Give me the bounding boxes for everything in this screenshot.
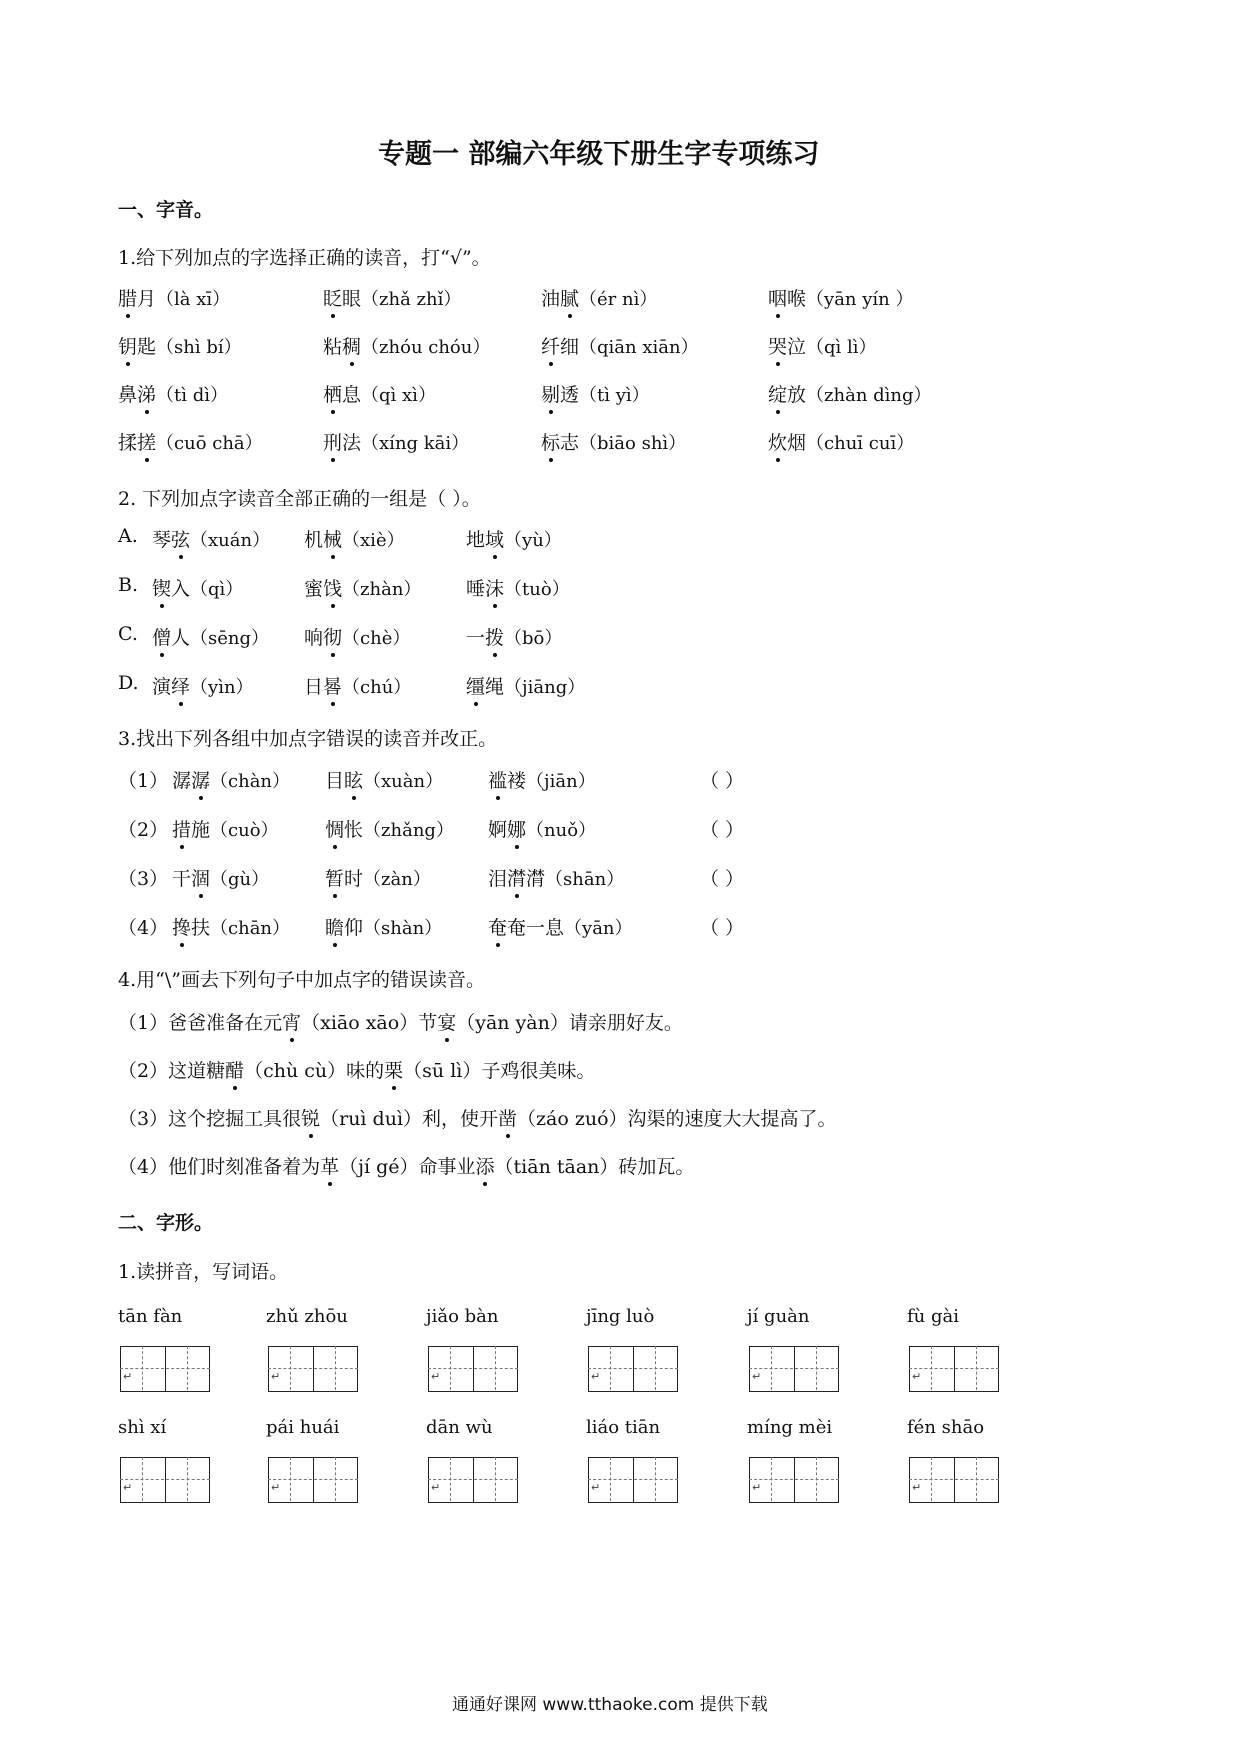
dotted-char: 绽 [768, 380, 787, 407]
dotted-char: 潸 [507, 864, 526, 891]
pinyin-options: （xuán） [190, 530, 271, 551]
word-char: 匙 [137, 336, 157, 358]
dotted-char: 凿 [498, 1104, 517, 1131]
word-char: 响 [304, 627, 324, 649]
pinyin-prompt: zhǔ zhōu [266, 1306, 348, 1327]
pinyin-options: （chú） [342, 677, 412, 698]
section2-heading: 二、字形。 [118, 1212, 214, 1234]
dotted-char: 腻 [560, 284, 579, 311]
dotted-char: 弦 [171, 525, 190, 552]
guide-line [749, 1479, 839, 1480]
dotted-char: 饯 [323, 574, 342, 601]
pinyin-options: （tì dì） [156, 385, 229, 406]
word-char: 泣 [787, 336, 807, 358]
answer-blank: （ ） [700, 868, 745, 890]
dotted-char: 械 [323, 525, 342, 552]
dotted-char: 彻 [323, 623, 342, 650]
return-mark-icon: ↵ [431, 1481, 441, 1494]
sentence-text: （2）这道糖 [118, 1060, 226, 1082]
word-char: 透 [560, 384, 580, 406]
pinyin-prompt: tān fàn [118, 1306, 183, 1327]
word-char: 琴 [152, 529, 172, 551]
pinyin-options: （là xī） [156, 289, 231, 310]
guide-line [749, 1368, 839, 1369]
dotted-char: 褴 [488, 766, 507, 793]
q4-sentence [118, 1056, 595, 1083]
q2-option-word [304, 525, 405, 552]
return-mark-icon: ↵ [912, 1370, 922, 1383]
q3-item-word [172, 815, 279, 842]
pinyin-prompt: jiǎo bàn [426, 1306, 499, 1327]
word-char: 演 [152, 676, 172, 698]
q4-sentence [118, 1008, 683, 1035]
q3-item-word [488, 913, 633, 940]
dotted-char: 涸 [191, 864, 210, 891]
word-char: 息 [342, 384, 362, 406]
writing-box[interactable] [428, 1346, 474, 1392]
pinyin-options: （xuàn） [363, 771, 444, 792]
q1-item-word [323, 284, 461, 311]
writing-box[interactable] [428, 1457, 474, 1503]
return-mark-icon: ↵ [752, 1481, 762, 1494]
word-char: 月 [137, 288, 157, 310]
guide-line [909, 1368, 999, 1369]
writing-box-pair[interactable] [588, 1346, 678, 1392]
dotted-char: 栗 [384, 1056, 403, 1083]
answer-blank: （ ） [700, 770, 745, 792]
dotted-char: 瞻 [325, 913, 344, 940]
dotted-char: 娜 [507, 815, 526, 842]
pinyin-prompt: jīng luò [586, 1306, 655, 1327]
option-letter: B. [118, 574, 139, 596]
item-number: （1） [118, 770, 169, 792]
pinyin-options: （chè） [342, 628, 411, 649]
pinyin-options: （chān） [210, 918, 291, 939]
sentence-text: （jí gé）命事业 [339, 1156, 476, 1178]
word-char: 机 [304, 529, 324, 551]
dotted-char: 沫 [485, 574, 504, 601]
q3-prompt: 3.找出下列各组中加点字错误的读音并改正。 [118, 728, 498, 750]
word-char: 一 [466, 627, 486, 649]
answer-blank: （ ） [700, 819, 745, 841]
dotted-char: 搀 [172, 913, 191, 940]
pinyin-options: （qiān xiān） [579, 337, 699, 358]
pinyin-prompt: fù gài [907, 1306, 959, 1327]
pinyin-options: （yìn） [190, 677, 254, 698]
pinyin-options: （sēng） [190, 628, 270, 649]
dotted-char: 哭 [768, 332, 787, 359]
dotted-char: 革 [320, 1152, 339, 1179]
pinyin-options: （biāo shì） [579, 433, 687, 454]
dotted-char: 栖 [323, 380, 342, 407]
pinyin-prompt: jí guàn [747, 1306, 810, 1327]
q1-item-word [118, 428, 263, 455]
word-char: 放 [787, 384, 807, 406]
writing-box-pair[interactable] [120, 1457, 210, 1503]
word-char: 仰 [344, 917, 364, 939]
q2-option-word [304, 623, 410, 650]
q1-item-word [541, 428, 686, 455]
dotted-char: 奄 [488, 913, 507, 940]
word-char: 施 [191, 819, 211, 841]
q2-option-word [466, 672, 585, 699]
dotted-char: 潺 [191, 766, 210, 793]
writing-box[interactable] [120, 1457, 166, 1503]
return-mark-icon: ↵ [123, 1481, 133, 1494]
pinyin-options: （yù） [504, 530, 562, 551]
q1-item-word [118, 284, 230, 311]
writing-box[interactable] [909, 1457, 955, 1503]
dotted-char: 拨 [485, 623, 504, 650]
dotted-char: 僧 [152, 623, 171, 650]
pinyin-options: （zhàn） [342, 579, 422, 600]
pinyin-options: （ér nì） [579, 289, 658, 310]
pinyin-options: （shàn） [363, 918, 443, 939]
writing-box[interactable] [588, 1457, 634, 1503]
dotted-char: 炊 [768, 428, 787, 455]
guide-line [909, 1479, 999, 1480]
word-char: 怅 [344, 819, 364, 841]
q4-sentence [118, 1152, 694, 1179]
dotted-char: 咽 [768, 284, 787, 311]
return-mark-icon: ↵ [591, 1481, 601, 1494]
guide-line [588, 1479, 678, 1480]
dotted-char: 宴 [437, 1008, 456, 1035]
q1-item-word [768, 284, 914, 311]
writing-box-pair[interactable] [428, 1346, 518, 1392]
item-number: （2） [118, 819, 169, 841]
q1-item-word [768, 380, 932, 407]
q3-item-word [172, 766, 290, 793]
pinyin-options: （cuò） [210, 820, 279, 841]
word-char: 眼 [342, 288, 362, 310]
pinyin-options: （chuī cuī） [806, 433, 915, 454]
page-title: 专题一 部编六年级下册生字专项练习 [378, 139, 820, 170]
sentence-text: （4）他们时刻准备着为 [118, 1156, 321, 1178]
dotted-char: 刑 [323, 428, 342, 455]
pinyin-options: （nuǒ） [526, 820, 597, 841]
word-char: 烟 [787, 432, 807, 454]
pinyin-prompt: pái huái [266, 1417, 340, 1438]
dotted-char: 剔 [541, 380, 560, 407]
sentence-text: （záo zuó）沟渠的速度大大提高了。 [517, 1108, 837, 1130]
return-mark-icon: ↵ [591, 1370, 601, 1383]
guide-line [588, 1368, 678, 1369]
pinyin-prompt: dān wù [426, 1417, 493, 1438]
word-char: 人 [171, 627, 191, 649]
q1-item-word [768, 428, 914, 455]
guide-line [120, 1368, 210, 1369]
q3-item-word [488, 864, 624, 891]
guide-line [268, 1479, 358, 1480]
pinyin-options: （tì yì） [579, 385, 650, 406]
pinyin-options: （zhóu chóu） [361, 337, 491, 358]
pinyin-options: （gù） [210, 869, 270, 890]
sentence-text: （ruì duì）利，使开 [320, 1108, 499, 1130]
dotted-char: 涕 [137, 380, 156, 407]
dotted-char: 眩 [344, 766, 363, 793]
sentence-text: （1）爸爸准备在元 [118, 1012, 283, 1034]
guide-line [428, 1479, 518, 1480]
q3-item-word [325, 864, 431, 891]
q1-prompt: 1.给下列加点的字选择正确的读音，打“√”。 [118, 247, 491, 269]
pinyin-options: （zàn） [363, 869, 431, 890]
answer-blank: （ ） [700, 917, 745, 939]
word-char: 干 [172, 868, 192, 890]
word-char: 泪 [488, 868, 508, 890]
pinyin-options: （chàn） [210, 771, 291, 792]
word-char: 志 [560, 432, 580, 454]
writing-box-pair[interactable] [749, 1346, 839, 1392]
q3-item-word [488, 766, 596, 793]
word-char: 目 [325, 770, 345, 792]
word-char: 蜜 [304, 578, 324, 600]
q2-prompt: 2. 下列加点字读音全部正确的一组是（ ）。 [118, 488, 481, 510]
q3-item-word [488, 815, 596, 842]
q1-item-word [541, 284, 657, 311]
pinyin-options: （jiān） [526, 771, 596, 792]
q3-item-word [325, 766, 443, 793]
dotted-char: 搓 [137, 428, 156, 455]
word-char: 褛 [507, 770, 527, 792]
pinyin-options: （shì bí） [156, 337, 242, 358]
pinyin-options: （bō） [504, 628, 563, 649]
return-mark-icon: ↵ [912, 1481, 922, 1494]
item-number: （4） [118, 917, 169, 939]
q1-item-word [541, 332, 699, 359]
dotted-char: 腊 [118, 284, 137, 311]
pinyin-options: （zhǎ zhǐ） [361, 289, 462, 310]
footer-credit: 通通好课网 www.tthaoke.com 提供下载 [452, 1695, 768, 1715]
q2-option-word [304, 574, 421, 601]
return-mark-icon: ↵ [431, 1370, 441, 1383]
word-char: 日 [304, 676, 324, 698]
q2-option-word [152, 672, 254, 699]
q1-item-word [323, 428, 469, 455]
word-char: 鼻 [118, 384, 138, 406]
pinyin-options: （zhǎng） [363, 820, 454, 841]
dotted-char: 措 [172, 815, 191, 842]
word-char: 扶 [191, 917, 211, 939]
word-char: 揉 [118, 432, 138, 454]
writing-box[interactable] [588, 1346, 634, 1392]
return-mark-icon: ↵ [271, 1370, 281, 1383]
pinyin-options: （cuō chā） [156, 433, 263, 454]
writing-box-pair[interactable] [588, 1457, 678, 1503]
q3-item-word [172, 864, 269, 891]
dotted-char: 稠 [342, 332, 361, 359]
writing-box[interactable] [268, 1346, 314, 1392]
guide-line [428, 1368, 518, 1369]
item-number: （3） [118, 868, 169, 890]
writing-box-pair[interactable] [268, 1346, 358, 1392]
word-char: 喉 [787, 288, 807, 310]
word-char: 潺 [172, 770, 192, 792]
guide-line [120, 1479, 210, 1480]
q3-item-word [325, 913, 442, 940]
pinyin-prompt: míng mèi [747, 1417, 833, 1438]
q4-prompt: 4.用“\”画去下列句子中加点字的错误读音。 [118, 969, 485, 991]
word-char: 婀 [488, 819, 508, 841]
option-letter: D. [118, 672, 139, 694]
s2-q1-prompt: 1.读拼音，写词语。 [118, 1261, 289, 1283]
option-letter: A. [118, 525, 138, 547]
writing-box-pair[interactable] [268, 1457, 358, 1503]
q3-item-word [172, 913, 290, 940]
word-char: 绳 [485, 676, 505, 698]
word-char: 潸 [526, 868, 546, 890]
sentence-text: （xiāo xāo）节 [301, 1012, 438, 1034]
q2-option-word [152, 574, 243, 601]
q2-option-word [152, 525, 270, 552]
q1-item-word [541, 380, 650, 407]
writing-box-pair[interactable] [120, 1346, 210, 1392]
pinyin-options: （zhàn dìng） [806, 385, 932, 406]
dotted-char: 标 [541, 428, 560, 455]
dotted-char: 宵 [282, 1008, 301, 1035]
dotted-char: 纤 [541, 332, 560, 359]
writing-box[interactable] [909, 1346, 955, 1392]
sentence-text: （3）这个挖掘工具很 [118, 1108, 302, 1130]
q2-option-word [466, 623, 562, 650]
pinyin-prompt: liáo tiān [586, 1417, 661, 1438]
pinyin-prompt: fén shāo [907, 1417, 985, 1438]
writing-box-pair[interactable] [428, 1457, 518, 1503]
pinyin-options: （yān） [564, 918, 633, 939]
writing-box-pair[interactable] [909, 1457, 999, 1503]
word-char: 油 [541, 288, 561, 310]
writing-box-pair[interactable] [749, 1457, 839, 1503]
sentence-text: （chù cù）味的 [244, 1060, 385, 1082]
sentence-text: （yān yàn）请亲朋好友。 [456, 1012, 683, 1034]
pinyin-options: （yān yín ） [806, 289, 914, 310]
writing-box[interactable] [268, 1457, 314, 1503]
q1-item-word [323, 332, 490, 359]
q2-option-word [466, 525, 562, 552]
dotted-char: 眨 [323, 284, 342, 311]
dotted-char: 域 [485, 525, 504, 552]
dotted-char: 缰 [466, 672, 485, 699]
dotted-char: 惆 [325, 815, 344, 842]
pinyin-options: （shān） [545, 869, 625, 890]
word-char: 奄一息 [507, 917, 565, 939]
q3-item-word [325, 815, 454, 842]
dotted-char: 晷 [323, 672, 342, 699]
section1-heading: 一、字音。 [118, 199, 214, 221]
writing-box[interactable] [120, 1346, 166, 1392]
dotted-char: 暂 [325, 864, 344, 891]
sentence-text: （sū lì）子鸡很美味。 [403, 1060, 596, 1082]
q2-option-word [304, 672, 411, 699]
return-mark-icon: ↵ [752, 1370, 762, 1383]
q1-item-word [768, 332, 877, 359]
return-mark-icon: ↵ [271, 1481, 281, 1494]
q2-option-word [466, 574, 570, 601]
pinyin-options: （xíng kāi） [361, 433, 470, 454]
writing-box[interactable] [749, 1346, 795, 1392]
pinyin-options: （qì lì） [806, 337, 877, 358]
word-char: 入 [171, 578, 191, 600]
q4-sentence [118, 1104, 837, 1131]
dotted-char: 锐 [301, 1104, 320, 1131]
q1-item-word [118, 380, 228, 407]
pinyin-options: （tuò） [504, 579, 570, 600]
pinyin-options: （jiāng） [504, 677, 586, 698]
dotted-char: 锲 [152, 574, 171, 601]
writing-box-pair[interactable] [909, 1346, 999, 1392]
option-letter: C. [118, 623, 138, 645]
word-char: 唾 [466, 578, 486, 600]
word-char: 地 [466, 529, 486, 551]
q1-item-word [118, 332, 242, 359]
return-mark-icon: ↵ [123, 1370, 133, 1383]
q1-item-word [323, 380, 436, 407]
q2-option-word [152, 623, 269, 650]
pinyin-prompt: shì xí [118, 1417, 167, 1438]
word-char: 细 [560, 336, 580, 358]
writing-box[interactable] [749, 1457, 795, 1503]
word-char: 时 [344, 868, 364, 890]
sentence-text: （tiān tāan）砖加瓦。 [494, 1156, 695, 1178]
dotted-char: 钥 [118, 332, 137, 359]
dotted-char: 绎 [171, 672, 190, 699]
word-char: 粘 [323, 336, 343, 358]
pinyin-options: （xiè） [342, 530, 405, 551]
dotted-char: 添 [476, 1152, 495, 1179]
guide-line [268, 1368, 358, 1369]
pinyin-options: （qì） [190, 579, 244, 600]
dotted-char: 醋 [225, 1056, 244, 1083]
pinyin-options: （qì xì） [361, 385, 436, 406]
word-char: 法 [342, 432, 362, 454]
